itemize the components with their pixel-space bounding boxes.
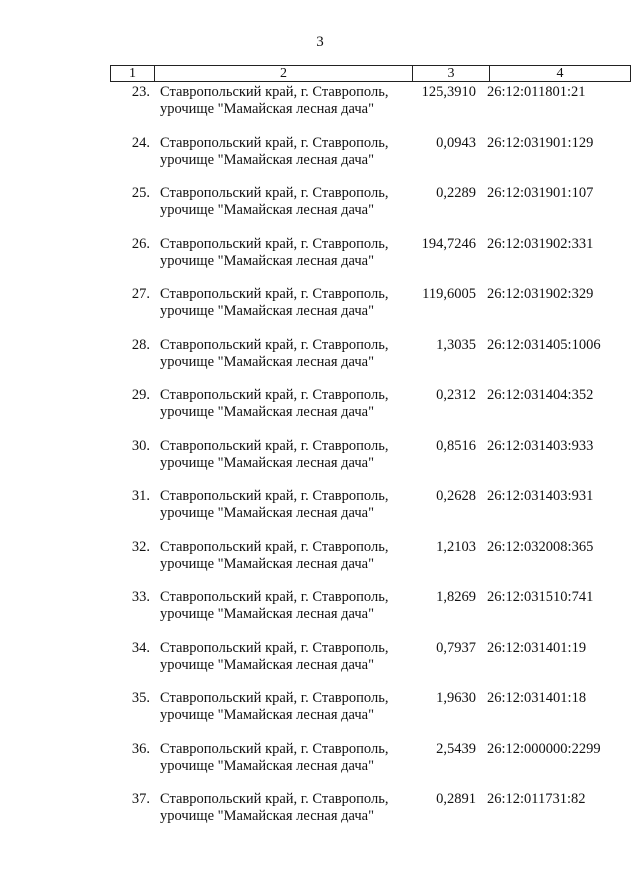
address-line-2: урочище "Мамайская лесная дача" xyxy=(160,555,375,572)
address-line-1: Ставропольский край, г. Ставрополь, xyxy=(160,639,389,656)
header-col-1: 1 xyxy=(111,66,155,81)
cadastral-number: 26:12:031902:331 xyxy=(487,235,594,252)
address-line-2: урочище "Мамайская лесная дача" xyxy=(160,757,375,774)
address xyxy=(160,286,422,320)
area-value: 1,2103 xyxy=(436,538,476,555)
address xyxy=(160,236,422,270)
address xyxy=(160,640,422,674)
area-value: 0,2628 xyxy=(436,488,476,504)
area-value: 0,7937 xyxy=(436,639,476,656)
cadastral-number: 26:12:031401:19 xyxy=(487,639,587,656)
address-line-2: урочище "Мамайская лесная дача" xyxy=(160,101,375,117)
address-line-1: Ставропольский край, г. Ставрополь, xyxy=(160,336,389,353)
cadastral-number: 26:12:000000:2299 xyxy=(487,740,601,757)
row-number: 27. xyxy=(131,286,150,302)
row-number: 36. xyxy=(131,740,150,757)
row-number: 28. xyxy=(131,336,150,353)
address xyxy=(160,387,422,421)
row-number: 34. xyxy=(131,639,150,656)
address-line-1: Ставропольский край, г. Ставрополь, xyxy=(160,235,389,252)
cadastral-number: 26:12:011731:82 xyxy=(487,791,586,807)
address-line-1: Ставропольский край, г. Ставрополь, xyxy=(160,134,389,151)
cadastral-number: 26:12:031901:107 xyxy=(487,185,594,201)
cadastral-number: 26:12:032008:365 xyxy=(487,538,594,555)
address xyxy=(160,185,422,219)
address-line-1: Ставропольский край, г. Ставрополь, xyxy=(160,690,389,706)
table-header-row xyxy=(110,65,631,82)
address xyxy=(160,791,422,825)
table-row xyxy=(0,236,640,287)
row-number: 29. xyxy=(131,387,150,403)
address-line-1: Ставропольский край, г. Ставрополь, xyxy=(160,185,389,201)
cadastral-number: 26:12:031404:352 xyxy=(487,387,594,403)
row-number: 23. xyxy=(131,84,150,100)
area-value: 194,7246 xyxy=(421,235,476,252)
area-value: 0,2312 xyxy=(436,387,476,403)
address xyxy=(160,741,422,775)
cadastral-number: 26:12:031405:1006 xyxy=(487,336,601,353)
table-row xyxy=(0,589,640,640)
table-row xyxy=(0,185,640,236)
area-value: 125,3910 xyxy=(421,84,476,100)
table-row xyxy=(0,488,640,539)
area-value: 2,5439 xyxy=(436,740,476,757)
address-line-1: Ставропольский край, г. Ставрополь, xyxy=(160,286,389,302)
address xyxy=(160,84,422,118)
header-col-2: 2 xyxy=(155,66,413,81)
cadastral-number: 26:12:031403:931 xyxy=(487,488,594,504)
address-line-2: урочище "Мамайская лесная дача" xyxy=(160,505,375,521)
area-value: 0,2289 xyxy=(436,185,476,201)
row-number: 35. xyxy=(131,690,150,706)
address-line-1: Ставропольский край, г. Ставрополь, xyxy=(160,84,389,100)
address-line-2: урочище "Мамайская лесная дача" xyxy=(160,303,375,319)
address-line-2: урочище "Мамайская лесная дача" xyxy=(160,454,375,471)
table-row xyxy=(0,791,640,842)
row-number: 31. xyxy=(131,488,150,504)
row-number: 25. xyxy=(131,185,150,201)
page-number: 3 xyxy=(316,34,324,50)
address xyxy=(160,690,422,724)
area-value: 1,3035 xyxy=(436,336,476,353)
area-value: 0,0943 xyxy=(436,134,476,151)
header-col-3: 3 xyxy=(413,66,490,81)
address-line-2: урочище "Мамайская лесная дача" xyxy=(160,202,375,218)
header-col-4: 4 xyxy=(556,66,564,81)
address-line-2: урочище "Мамайская лесная дача" xyxy=(160,353,375,370)
cadastral-number: 26:12:011801:21 xyxy=(487,84,586,100)
cadastral-number: 26:12:031510:741 xyxy=(487,589,594,605)
address-line-1: Ставропольский край, г. Ставрополь, xyxy=(160,791,389,807)
cadastral-number: 26:12:031403:933 xyxy=(487,437,594,454)
address xyxy=(160,488,422,522)
area-value: 1,9630 xyxy=(436,690,476,706)
table-row xyxy=(0,539,640,590)
table-row xyxy=(0,286,640,337)
address-line-1: Ставропольский край, г. Ставрополь, xyxy=(160,488,389,504)
area-value: 1,8269 xyxy=(436,589,476,605)
table-row xyxy=(0,640,640,691)
cadastral-number: 26:12:031901:129 xyxy=(487,134,594,151)
address xyxy=(160,589,422,623)
table-body xyxy=(0,84,640,842)
row-number: 24. xyxy=(131,134,150,151)
address-line-2: урочище "Мамайская лесная дача" xyxy=(160,404,375,420)
table-row xyxy=(0,741,640,792)
area-value: 0,2891 xyxy=(436,791,476,807)
address xyxy=(160,539,422,573)
row-number: 33. xyxy=(131,589,150,605)
address xyxy=(160,438,422,472)
address-line-1: Ставропольский край, г. Ставрополь, xyxy=(160,437,389,454)
address-line-1: Ставропольский край, г. Ставрополь, xyxy=(160,538,389,555)
row-number: 26. xyxy=(131,235,150,252)
table-row xyxy=(0,438,640,489)
address-line-1: Ставропольский край, г. Ставрополь, xyxy=(160,740,389,757)
cadastral-number: 26:12:031401:18 xyxy=(487,690,587,706)
area-value: 119,6005 xyxy=(422,286,476,302)
address-line-2: урочище "Мамайская лесная дача" xyxy=(160,808,375,824)
row-number: 30. xyxy=(131,437,150,454)
address xyxy=(160,135,422,169)
table-row xyxy=(0,84,640,135)
row-number: 32. xyxy=(131,538,150,555)
cadastral-number: 26:12:031902:329 xyxy=(487,286,594,302)
area-value: 0,8516 xyxy=(436,437,476,454)
address-line-1: Ставропольский край, г. Ставрополь, xyxy=(160,589,389,605)
address-line-1: Ставропольский край, г. Ставрополь, xyxy=(160,387,389,403)
address-line-2: урочище "Мамайская лесная дача" xyxy=(160,151,375,168)
table-row xyxy=(0,337,640,388)
table-row xyxy=(0,690,640,741)
address-line-2: урочище "Мамайская лесная дача" xyxy=(160,252,375,269)
address-line-2: урочище "Мамайская лесная дача" xyxy=(160,606,375,622)
address xyxy=(160,337,422,371)
address-line-2: урочище "Мамайская лесная дача" xyxy=(160,707,375,723)
table-row xyxy=(0,135,640,186)
address-line-2: урочище "Мамайская лесная дача" xyxy=(160,656,375,673)
table-row xyxy=(0,387,640,438)
row-number: 37. xyxy=(131,791,150,807)
